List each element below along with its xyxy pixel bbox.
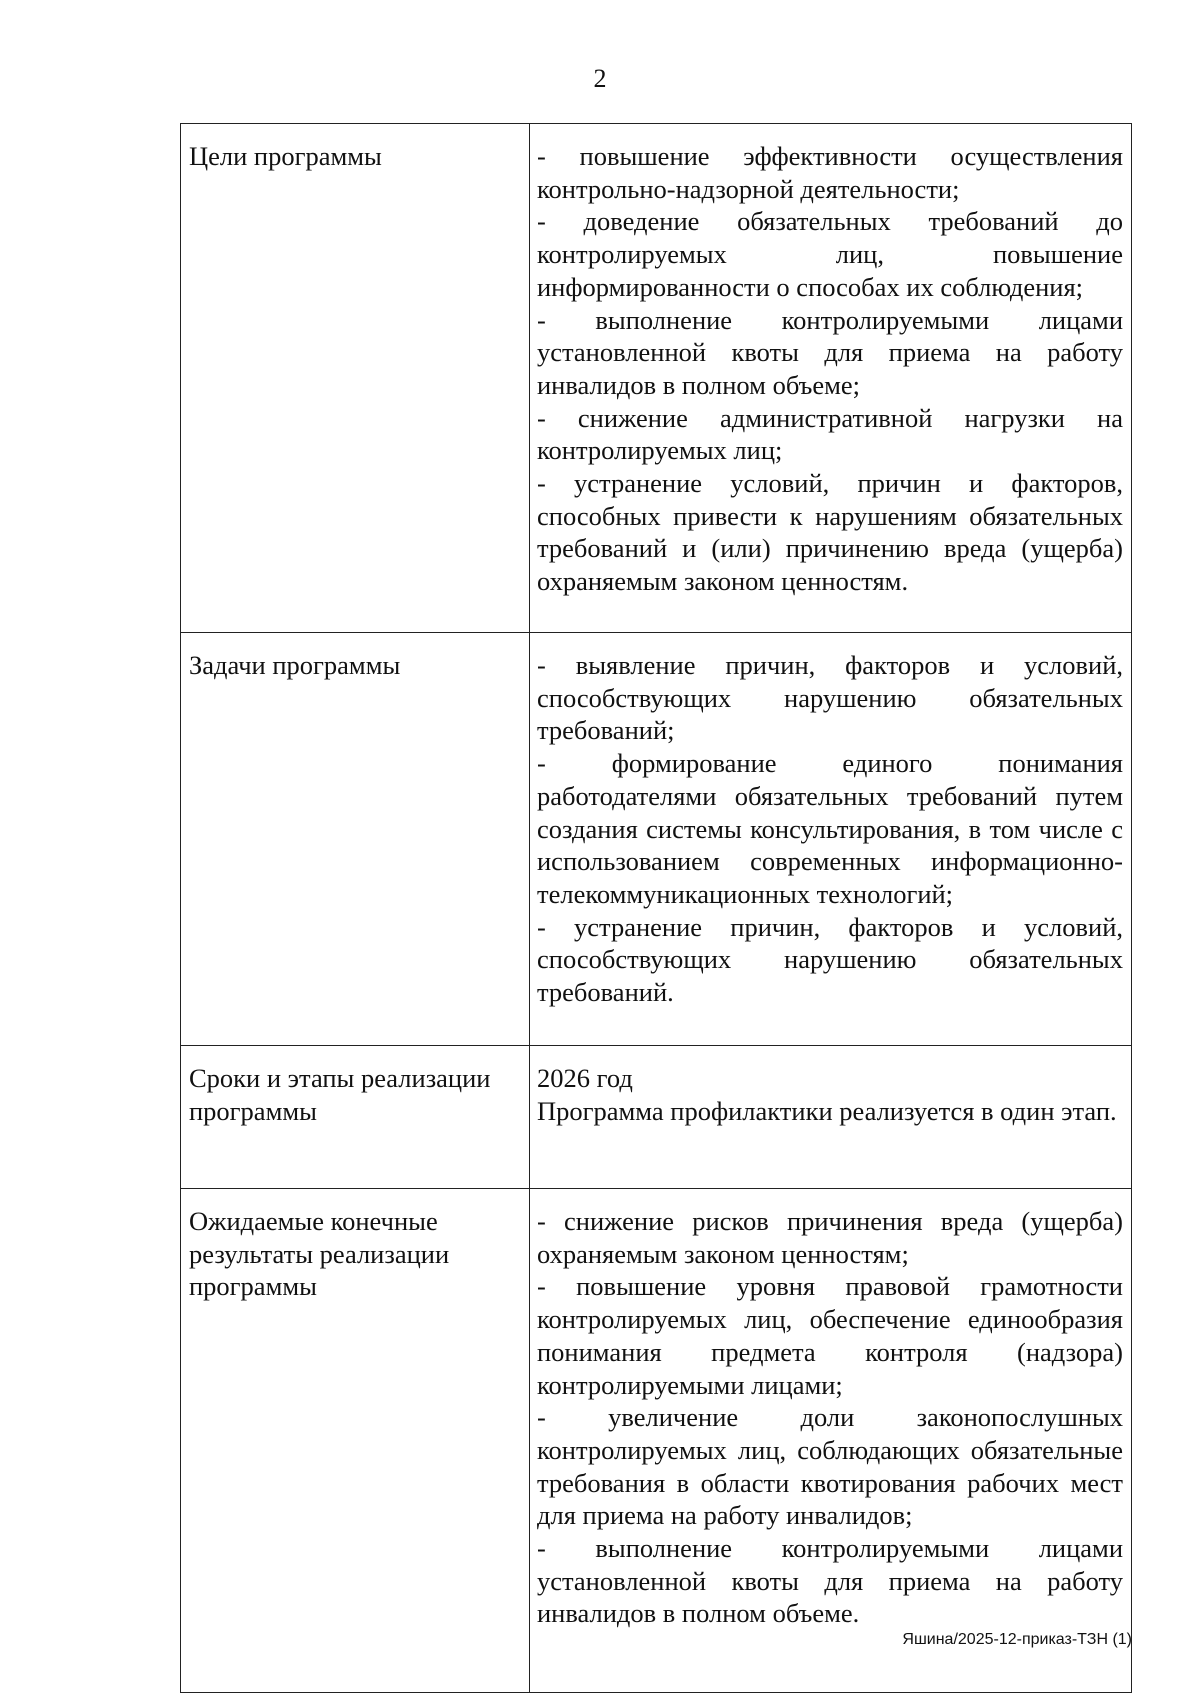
page-number: 2	[593, 64, 607, 93]
row-content	[530, 633, 1132, 1046]
row-content	[530, 124, 1132, 633]
list-item: - устранение причин, факторов и условий, способствующих нарушению обязательных требований.	[537, 911, 1123, 1008]
table-row-tasks	[181, 633, 1132, 1046]
list-item: - выполнение контролируемыми лицами установленной квоты для приема на работу инвалидов в полном объеме.	[537, 1533, 1123, 1629]
row-content	[530, 1189, 1132, 1693]
list-item: - снижение рисков причинения вреда (ущерба) охраняемым законом ценностям;	[537, 1206, 1123, 1269]
list-item: Программа профилактики реализуется в один этап.	[537, 1095, 1117, 1126]
list-item: - формирование единого понимания работодателями обязательных требований путем создания системы консультирования, в том числе с использованием современных информационно-телекоммуникационных технологий;	[537, 748, 1123, 909]
list-item: - снижение административной нагрузки на контролируемых лиц;	[537, 402, 1123, 466]
list-item: - увеличение доли законопослушных контролируемых лиц, соблюдающих обязательные требования в области квотирования рабочих мест для приема на работу инвалидов;	[537, 1402, 1123, 1531]
list-item: - выявление причин, факторов и условий, способствующих нарушению обязательных требований;	[537, 650, 1123, 746]
row-label: Задачи программы	[181, 633, 530, 1046]
list-item: - повышение уровня правовой грамотности контролируемых лиц, обеспечение единообразия понимания предмета контроля (надзора) контролируемыми лицами;	[537, 1271, 1123, 1400]
list-item: - устранение условий, причин и факторов, способных привести к нарушениям обязательных требований и (или) причинению вреда (ущерба) охраняемым законом ценностям.	[537, 468, 1123, 597]
list-item: - повышение эффективности осуществления контрольно-надзорной деятельности;	[537, 141, 1123, 204]
document-footer: Яшина/2025-12-приказ-ТЗН (1)	[902, 1631, 1132, 1648]
table-row-terms	[181, 1046, 1132, 1189]
row-label: Цели программы	[181, 124, 530, 633]
list-item: - выполнение контролируемыми лицами установленной квоты для приема на работу инвалидов в полном объеме;	[537, 304, 1123, 400]
row-content	[530, 1046, 1132, 1189]
program-passport-table	[180, 123, 1132, 1693]
list-item: 2026 год	[537, 1063, 633, 1093]
row-label: Сроки и этапы реализации программы	[181, 1046, 530, 1189]
table-row-results	[181, 1189, 1132, 1693]
table-row-goals	[181, 124, 1132, 633]
row-label: Ожидаемые конечные результаты реализации программы	[181, 1189, 530, 1693]
list-item: - доведение обязательных требований до контролируемых лиц, повышение информированности о способах их соблюдения;	[537, 206, 1123, 302]
